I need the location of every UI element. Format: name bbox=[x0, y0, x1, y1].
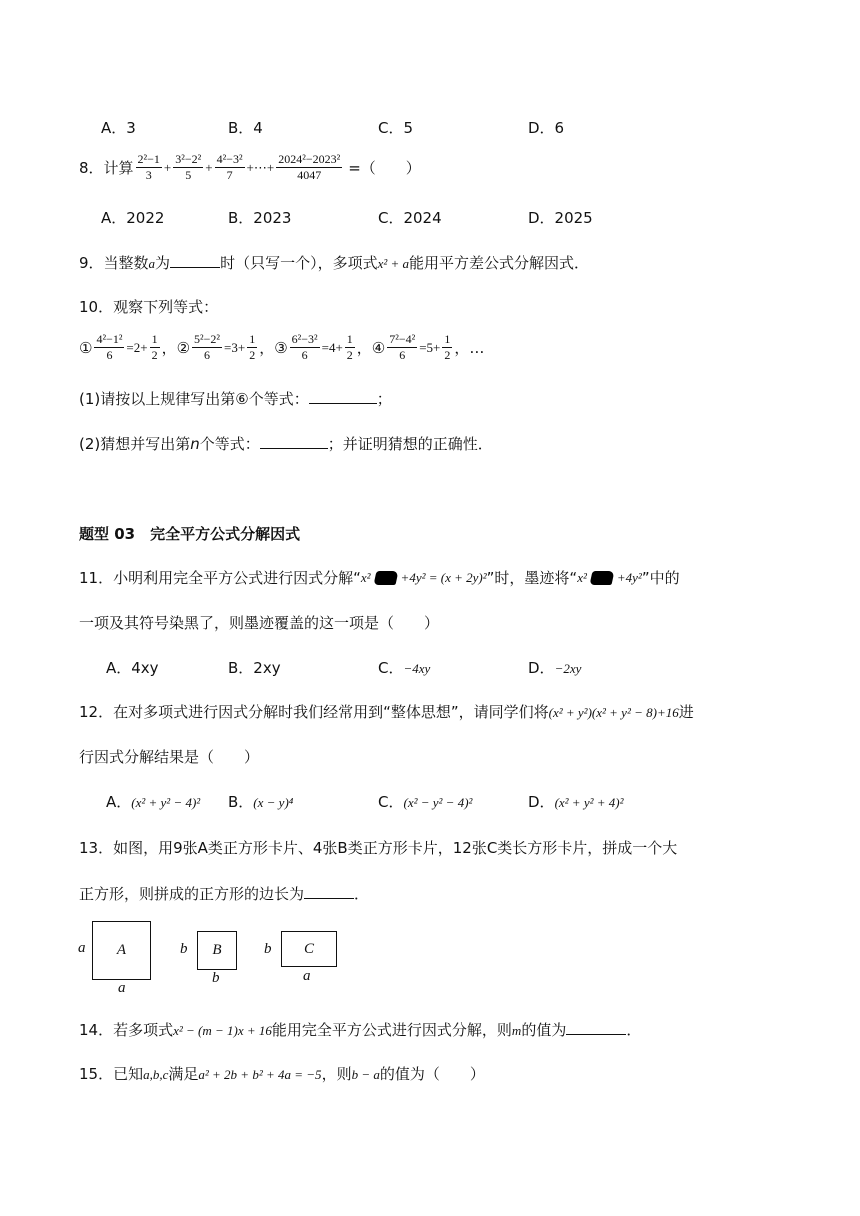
q7-option-c: C．5 bbox=[378, 119, 414, 137]
q8-fraction-4: $\frac{\text{2024²−2023²}}{4047}$ bbox=[278, 152, 341, 182]
question-11-line-1: 11．小明利用完全平方公式进行因式分解“ x² +4y² = (x + 2y)² ”时，墨迹将“ x² +4y² ”中的 bbox=[79, 569, 680, 587]
q14-answer-blank[interactable] bbox=[566, 1020, 626, 1035]
q10-part-1: (1)请按以上规律写出第⑥个等式： ； bbox=[79, 390, 392, 408]
question-14: 14．若多项式x² − (m − 1)x + 16能用完全平方公式进行因式分解，则m的值为 ． bbox=[79, 1021, 642, 1039]
card-b-side-left: b bbox=[180, 941, 188, 957]
card-a: A bbox=[92, 921, 151, 980]
q8-fraction-2: $\frac{\text{3²−2²}}{5}$ bbox=[175, 152, 202, 182]
q7-option-d: D．6 bbox=[528, 119, 565, 137]
q9-expression: x² + a bbox=[377, 256, 410, 271]
card-c-side-left: b bbox=[264, 941, 272, 957]
q15-expression: a² + 2b + b² + 4a = −5 bbox=[198, 1067, 322, 1082]
q7-option-b: B．4 bbox=[228, 119, 263, 137]
q12-option-d: D．(x² + y² + 4)² bbox=[528, 793, 624, 811]
q8-suffix: =（ ） bbox=[348, 158, 421, 177]
q11-option-c: C．−4xy bbox=[378, 659, 431, 677]
question-13-line-1: 13．如图，用9张A类正方形卡片、4张B类正方形卡片，12张C类长方形卡片，拼成一个大 bbox=[79, 839, 678, 857]
ink-blot-icon bbox=[373, 571, 398, 585]
q7-option-a: A．3 bbox=[101, 119, 136, 137]
q14-expression: x² − (m − 1)x + 16 bbox=[173, 1023, 272, 1038]
question-11-line-2: 一项及其符号染黑了，则墨迹覆盖的这一项是（ ） bbox=[79, 614, 440, 632]
q8-prefix: 8．计算 bbox=[79, 158, 134, 177]
q11-option-a: A．4xy bbox=[106, 659, 159, 677]
q8-option-c: C．2024 bbox=[378, 209, 442, 227]
q8-option-b: B．2023 bbox=[228, 209, 292, 227]
card-b: B bbox=[197, 931, 237, 970]
card-b-side-bottom: b bbox=[212, 970, 220, 986]
q10-part1-blank[interactable] bbox=[309, 389, 377, 404]
section-title: 题型 03 完全平方公式分解因式 bbox=[79, 525, 301, 543]
q10-title: 10．观察下列等式： bbox=[79, 298, 219, 316]
ink-blot-icon bbox=[589, 571, 614, 585]
card-a-side-bottom: a bbox=[118, 980, 126, 996]
q9-answer-blank[interactable] bbox=[170, 253, 220, 268]
question-15: 15．已知a,b,c满足a² + 2b + b² + 4a = −5，则b − a的值为（ ） bbox=[79, 1065, 485, 1083]
q12-option-b: B．(x − y)⁴ bbox=[228, 793, 294, 811]
q8-ellipsis: +⋯+ bbox=[246, 159, 275, 175]
question-8: 8．计算 $\frac{\text{2²−1}}{3}$ + $\frac{\text{3²−2²}}{5}$ + $\frac{\text{4²−3²}}{7}$ +⋯+ $\frac{\text{2024²−2023²}}{4047}$ =（ ） bbox=[79, 152, 421, 182]
q13-answer-blank[interactable] bbox=[304, 884, 354, 899]
q10-part2-blank[interactable] bbox=[260, 434, 328, 449]
q12-option-a: A．(x² + y² − 4)² bbox=[106, 793, 201, 811]
q8-fraction-3: $\frac{\text{4²−3²}}{7}$ bbox=[216, 152, 243, 182]
card-a-side-left: a bbox=[78, 940, 86, 956]
q8-fraction-1: $\frac{\text{2²−1}}{3}$ bbox=[137, 152, 160, 182]
card-c: C bbox=[281, 931, 337, 967]
question-13-line-2: 正方形，则拼成的正方形的边长为 ． bbox=[79, 885, 370, 903]
q9-var-a: a bbox=[148, 256, 156, 271]
q8-option-d: D．2025 bbox=[528, 209, 593, 227]
question-9: 9．当整数a为 时（只写一个），多项式x² + a能用平方差公式分解因式． bbox=[79, 254, 590, 272]
q11-option-d: D．−2xy bbox=[528, 659, 582, 677]
q10-part-2: (2)猜想并写出第n个等式： ；并证明猜想的正确性． bbox=[79, 435, 493, 453]
question-12-line-1: 12．在对多项式进行因式分解时我们经常用到“整体思想”，请同学们将(x² + y²)(x² + y² − 8)+16进 bbox=[79, 703, 694, 721]
q12-expression: (x² + y²)(x² + y² − 8)+16 bbox=[548, 705, 679, 720]
q10-equations: ① $\frac{\text{4²−1²}}{6}$ =2+ $\frac{1}{2}$ ，② $\frac{\text{5²−2²}}{6}$ =3+ $\frac{1}{2}$ ，③ $\frac{\text{6²−3²}}{6}$ =4+ $\frac{1}{2}$ ，④ $\frac{\text{7²−4²}}{6}$ =5+ $\frac{1}{2}$ ，… bbox=[79, 332, 485, 362]
question-12-line-2: 行因式分解结果是（ ） bbox=[79, 748, 260, 766]
card-c-side-bottom: a bbox=[303, 968, 311, 984]
q8-option-a: A．2022 bbox=[101, 209, 165, 227]
q11-option-b: B．2xy bbox=[228, 659, 281, 677]
q12-option-c: C．(x² − y² − 4)² bbox=[378, 793, 473, 811]
